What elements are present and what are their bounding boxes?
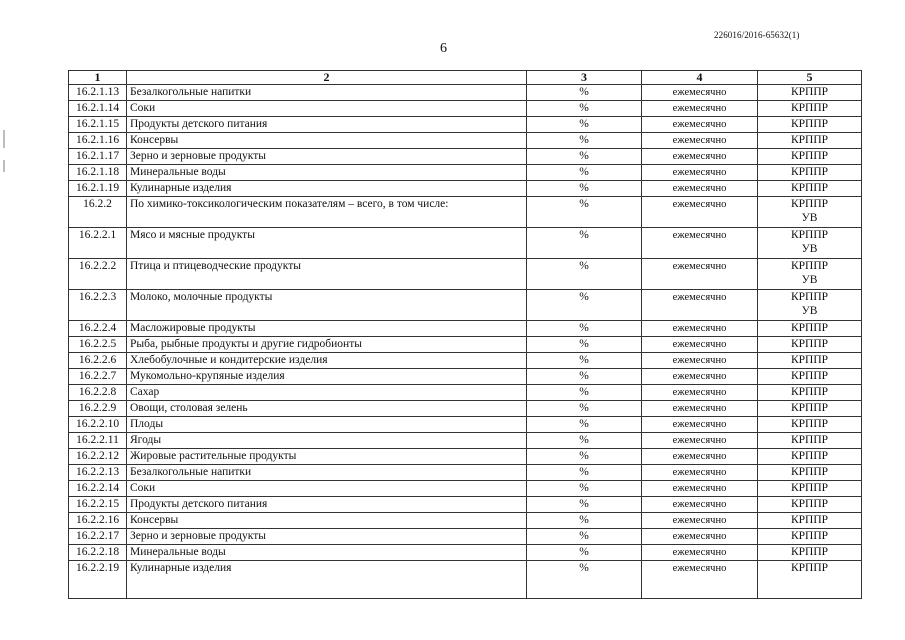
table-row — [69, 337, 862, 353]
responsible-primary: КРППР — [790, 482, 829, 494]
responsible-primary: КРППР — [790, 150, 829, 162]
table-row — [69, 513, 862, 529]
row-unit: % — [527, 513, 642, 529]
row-unit: % — [527, 529, 642, 545]
row-responsible — [758, 117, 862, 133]
row-name: Сахар — [127, 385, 527, 401]
row-period: ежемесячно — [642, 513, 758, 529]
table-row — [69, 290, 862, 321]
row-code: 16.2.1.17 — [69, 149, 127, 165]
row-name: Минеральные воды — [127, 165, 527, 181]
row-period: ежемесячно — [642, 385, 758, 401]
row-unit: % — [527, 369, 642, 385]
row-responsible — [758, 85, 862, 101]
row-code: 16.2.2.10 — [69, 417, 127, 433]
responsible-primary: КРППР — [790, 514, 829, 526]
row-code: 16.2.2.17 — [69, 529, 127, 545]
responsible-primary: КРППР — [790, 418, 829, 430]
column-header: 5 — [758, 71, 862, 85]
row-period: ежемесячно — [642, 449, 758, 465]
row-unit: % — [527, 417, 642, 433]
row-responsible — [758, 465, 862, 481]
row-responsible — [758, 197, 862, 228]
row-period: ежемесячно — [642, 133, 758, 149]
row-code: 16.2.2.9 — [69, 401, 127, 417]
row-code: 16.2.1.19 — [69, 181, 127, 197]
row-code: 16.2.1.16 — [69, 133, 127, 149]
page-number: 6 — [440, 41, 447, 56]
responsible-primary: КРППР — [790, 118, 829, 130]
row-responsible — [758, 353, 862, 369]
row-code: 16.2.2.3 — [69, 290, 127, 321]
row-code: 16.2.2.2 — [69, 259, 127, 290]
row-name: Консервы — [127, 133, 527, 149]
row-unit: % — [527, 545, 642, 561]
row-name: Мясо и мясные продукты — [127, 228, 527, 259]
row-unit: % — [527, 353, 642, 369]
row-code: 16.2.1.13 — [69, 85, 127, 101]
data-table — [68, 70, 862, 599]
responsible-primary: КРППР — [790, 530, 829, 542]
row-unit: % — [527, 101, 642, 117]
row-code: 16.2.2.1 — [69, 228, 127, 259]
table-row — [69, 497, 862, 513]
row-period: ежемесячно — [642, 529, 758, 545]
responsible-primary: КРППР — [790, 450, 829, 462]
margin-mark — [3, 130, 5, 148]
row-code: 16.2.2.15 — [69, 497, 127, 513]
responsible-primary: КРППР — [790, 386, 829, 398]
row-unit: % — [527, 149, 642, 165]
table-row — [69, 197, 862, 228]
row-code: 16.2.2.19 — [69, 561, 127, 599]
responsible-primary: КРППР — [790, 322, 829, 334]
row-period: ежемесячно — [642, 101, 758, 117]
row-period: ежемесячно — [642, 465, 758, 481]
row-period: ежемесячно — [642, 321, 758, 337]
table-row — [69, 369, 862, 385]
row-name: Овощи, столовая зелень — [127, 401, 527, 417]
table-row — [69, 481, 862, 497]
row-code: 16.2.2.7 — [69, 369, 127, 385]
row-name: Плоды — [127, 417, 527, 433]
column-header: 3 — [527, 71, 642, 85]
row-unit: % — [527, 228, 642, 259]
row-name: Мукомольно-крупяные изделия — [127, 369, 527, 385]
margin-mark — [3, 160, 5, 172]
table-body — [69, 85, 862, 599]
table-row — [69, 321, 862, 337]
row-responsible — [758, 513, 862, 529]
row-responsible — [758, 259, 862, 290]
row-name: Хлебобулочные и кондитерские изделия — [127, 353, 527, 369]
row-responsible — [758, 545, 862, 561]
row-period: ежемесячно — [642, 290, 758, 321]
row-responsible — [758, 181, 862, 197]
row-responsible — [758, 449, 862, 465]
row-name: Кулинарные изделия — [127, 181, 527, 197]
responsible-primary: КРППР — [790, 546, 829, 558]
row-unit: % — [527, 385, 642, 401]
header-row — [69, 71, 862, 85]
row-period: ежемесячно — [642, 433, 758, 449]
row-period: ежемесячно — [642, 85, 758, 101]
table-row — [69, 433, 862, 449]
row-name: Птица и птицеводческие продукты — [127, 259, 527, 290]
row-unit: % — [527, 401, 642, 417]
row-code: 16.2.2.14 — [69, 481, 127, 497]
table-row — [69, 181, 862, 197]
row-unit: % — [527, 165, 642, 181]
row-name: Консервы — [127, 513, 527, 529]
row-name: Зерно и зерновые продукты — [127, 149, 527, 165]
table-row — [69, 353, 862, 369]
row-name: Масложировые продукты — [127, 321, 527, 337]
column-header: 4 — [642, 71, 758, 85]
row-code: 16.2.2.16 — [69, 513, 127, 529]
table-row — [69, 529, 862, 545]
row-period: ежемесячно — [642, 561, 758, 599]
row-name: По химико-токсикологическим показателям – всего, в том числе: — [127, 197, 527, 228]
row-period: ежемесячно — [642, 117, 758, 133]
row-name: Ягоды — [127, 433, 527, 449]
responsible-primary: КРППР — [790, 291, 829, 303]
row-responsible — [758, 497, 862, 513]
row-unit: % — [527, 481, 642, 497]
responsible-secondary: УВ — [801, 274, 818, 286]
row-responsible — [758, 417, 862, 433]
row-unit: % — [527, 433, 642, 449]
row-responsible — [758, 290, 862, 321]
row-name: Продукты детского питания — [127, 497, 527, 513]
table-row — [69, 149, 862, 165]
row-period: ежемесячно — [642, 181, 758, 197]
responsible-primary: КРППР — [790, 134, 829, 146]
row-code: 16.2.2.4 — [69, 321, 127, 337]
row-responsible — [758, 337, 862, 353]
row-period: ежемесячно — [642, 353, 758, 369]
row-unit: % — [527, 259, 642, 290]
row-code: 16.2.1.18 — [69, 165, 127, 181]
row-responsible — [758, 385, 862, 401]
row-period: ежемесячно — [642, 149, 758, 165]
row-unit: % — [527, 181, 642, 197]
table-row — [69, 449, 862, 465]
row-code: 16.2.2.11 — [69, 433, 127, 449]
row-name: Кулинарные изделия — [127, 561, 527, 599]
row-unit: % — [527, 85, 642, 101]
row-unit: % — [527, 133, 642, 149]
table-row — [69, 417, 862, 433]
row-period: ежемесячно — [642, 481, 758, 497]
responsible-primary: КРППР — [790, 354, 829, 366]
row-unit: % — [527, 465, 642, 481]
responsible-primary: КРППР — [790, 466, 829, 478]
row-name: Рыба, рыбные продукты и другие гидробионты — [127, 337, 527, 353]
table-row — [69, 545, 862, 561]
table-row — [69, 228, 862, 259]
row-code: 16.2.2.8 — [69, 385, 127, 401]
row-period: ежемесячно — [642, 197, 758, 228]
responsible-primary: КРППР — [790, 166, 829, 178]
row-unit: % — [527, 197, 642, 228]
row-period: ежемесячно — [642, 259, 758, 290]
row-name: Безалкогольные напитки — [127, 465, 527, 481]
row-responsible — [758, 101, 862, 117]
row-unit: % — [527, 117, 642, 133]
row-unit: % — [527, 449, 642, 465]
table-row — [69, 465, 862, 481]
row-period: ежемесячно — [642, 417, 758, 433]
row-name: Жировые растительные продукты — [127, 449, 527, 465]
row-name: Безалкогольные напитки — [127, 85, 527, 101]
row-responsible — [758, 369, 862, 385]
table-row — [69, 133, 862, 149]
table-row — [69, 259, 862, 290]
table-row — [69, 401, 862, 417]
row-name: Зерно и зерновые продукты — [127, 529, 527, 545]
row-unit: % — [527, 561, 642, 599]
table-row — [69, 561, 862, 599]
responsible-primary: КРППР — [790, 338, 829, 350]
row-code: 16.2.1.14 — [69, 101, 127, 117]
responsible-primary: КРППР — [790, 498, 829, 510]
row-responsible — [758, 401, 862, 417]
row-responsible — [758, 165, 862, 181]
row-responsible — [758, 228, 862, 259]
row-responsible — [758, 529, 862, 545]
row-period: ежемесячно — [642, 337, 758, 353]
responsible-secondary: УВ — [801, 243, 818, 255]
table-row — [69, 101, 862, 117]
row-period: ежемесячно — [642, 228, 758, 259]
row-period: ежемесячно — [642, 165, 758, 181]
row-responsible — [758, 321, 862, 337]
responsible-primary: КРППР — [790, 102, 829, 114]
row-responsible — [758, 481, 862, 497]
responsible-primary: КРППР — [790, 182, 829, 194]
row-unit: % — [527, 337, 642, 353]
row-code: 16.2.2.12 — [69, 449, 127, 465]
row-code: 16.2.2.13 — [69, 465, 127, 481]
row-name: Соки — [127, 101, 527, 117]
responsible-secondary: УВ — [801, 212, 818, 224]
table-row — [69, 117, 862, 133]
row-period: ежемесячно — [642, 497, 758, 513]
responsible-primary: КРППР — [790, 370, 829, 382]
column-header: 1 — [69, 71, 127, 85]
row-name: Молоко, молочные продукты — [127, 290, 527, 321]
row-period: ежемесячно — [642, 545, 758, 561]
column-header: 2 — [127, 71, 527, 85]
row-unit: % — [527, 321, 642, 337]
row-name: Продукты детского питания — [127, 117, 527, 133]
responsible-primary: КРППР — [790, 562, 829, 574]
row-name: Соки — [127, 481, 527, 497]
row-responsible — [758, 561, 862, 599]
row-code: 16.2.2.18 — [69, 545, 127, 561]
row-unit: % — [527, 290, 642, 321]
row-responsible — [758, 433, 862, 449]
row-code: 16.2.2.5 — [69, 337, 127, 353]
row-unit: % — [527, 497, 642, 513]
responsible-primary: КРППР — [790, 260, 829, 272]
table-row — [69, 385, 862, 401]
row-period: ежемесячно — [642, 369, 758, 385]
document-id: 226016/2016-65632(1) — [714, 30, 800, 40]
responsible-primary: КРППР — [790, 229, 829, 241]
responsible-primary: КРППР — [790, 198, 829, 210]
row-responsible — [758, 133, 862, 149]
responsible-primary: КРППР — [790, 434, 829, 446]
row-code: 16.2.2.6 — [69, 353, 127, 369]
responsible-primary: КРППР — [790, 86, 829, 98]
responsible-primary: КРППР — [790, 402, 829, 414]
row-responsible — [758, 149, 862, 165]
row-code: 16.2.1.15 — [69, 117, 127, 133]
row-period: ежемесячно — [642, 401, 758, 417]
table-row — [69, 85, 862, 101]
table-row — [69, 165, 862, 181]
row-name: Минеральные воды — [127, 545, 527, 561]
row-code: 16.2.2 — [69, 197, 127, 228]
responsible-secondary: УВ — [801, 305, 818, 317]
